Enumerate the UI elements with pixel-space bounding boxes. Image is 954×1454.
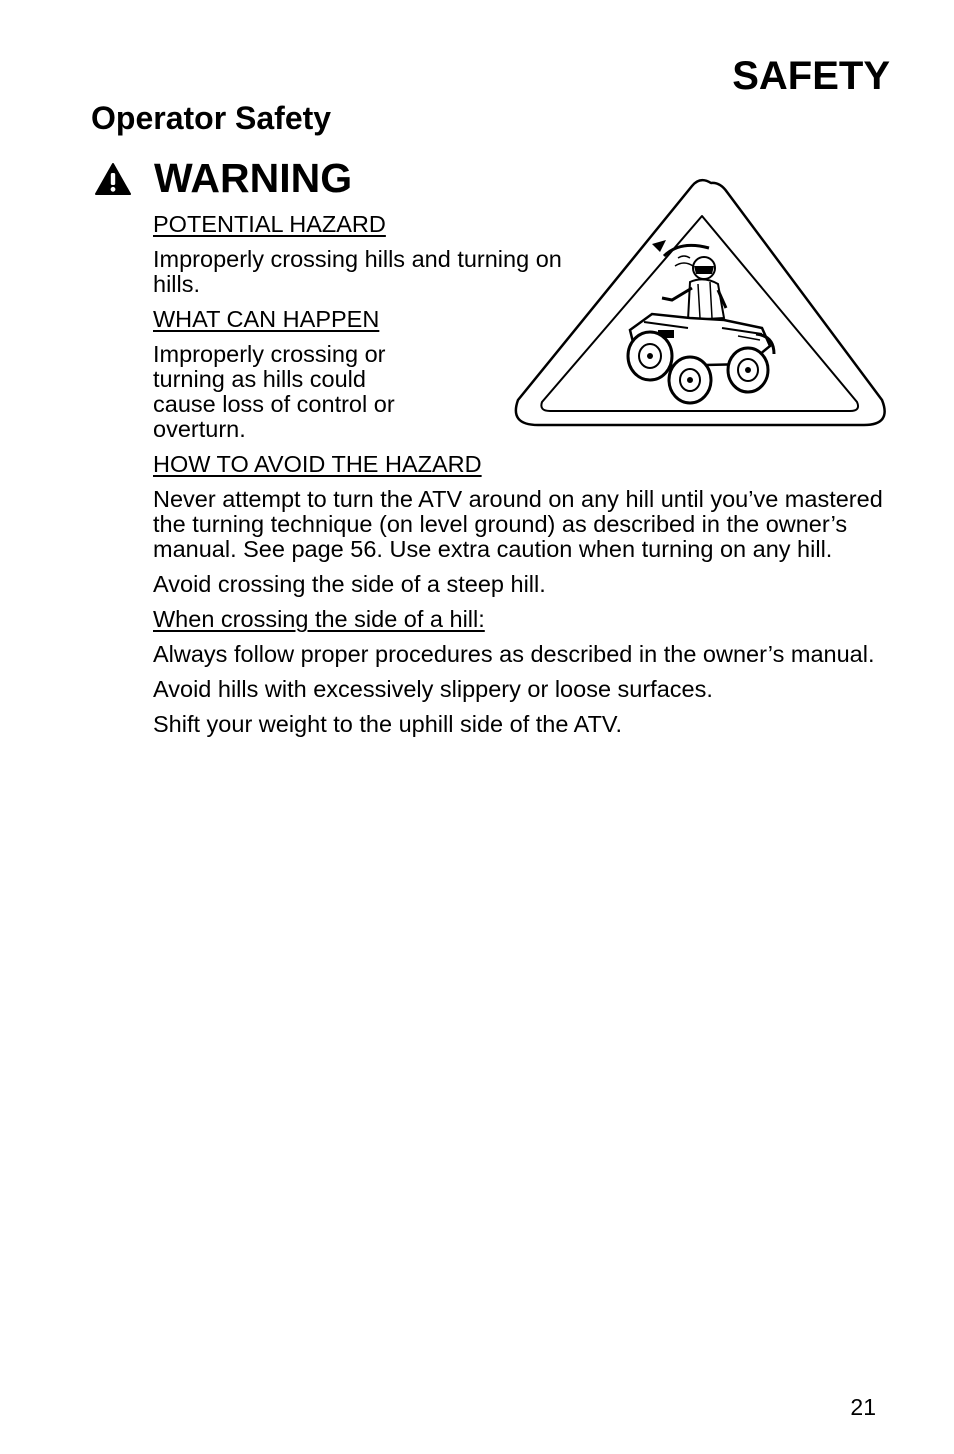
subsection-title: Operator Safety (91, 100, 332, 136)
warning-title: WARNING (154, 155, 353, 201)
page-number: 21 (850, 1394, 876, 1420)
what-can-happen-text: Improperly crossing or turning as hills could cause loss of control or overturn. (153, 341, 395, 442)
crossing-text-procedures: Always follow proper procedures as described in the owner’s manual. (153, 641, 875, 667)
how-to-avoid-heading: HOW TO AVOID THE HAZARD (153, 451, 482, 477)
crossing-text-surfaces: Avoid hills with excessively slippery or loose surfaces. (153, 676, 713, 702)
potential-hazard-heading: POTENTIAL HAZARD (153, 211, 386, 237)
what-can-happen-heading: WHAT CAN HAPPEN (153, 306, 380, 332)
warning-content (153, 212, 893, 747)
crossing-text-weight: Shift your weight to the uphill side of the ATV. (153, 711, 622, 737)
warning-header (94, 155, 353, 201)
section-title: SAFETY (732, 54, 890, 98)
avoid-text-steep-hill: Avoid crossing the side of a steep hill. (153, 571, 546, 597)
warning-triangle-icon (94, 162, 132, 196)
crossing-heading: When crossing the side of a hill: (153, 606, 485, 632)
avoid-text-turning: Never attempt to turn the ATV around on any hill until you’ve mastered the turning technique (on level ground) as described in the owner’s manual. See page 56. Use extra caution when turning on any hill. (153, 486, 883, 562)
potential-hazard-text: Improperly crossing hills and turning on hills. (153, 246, 562, 297)
